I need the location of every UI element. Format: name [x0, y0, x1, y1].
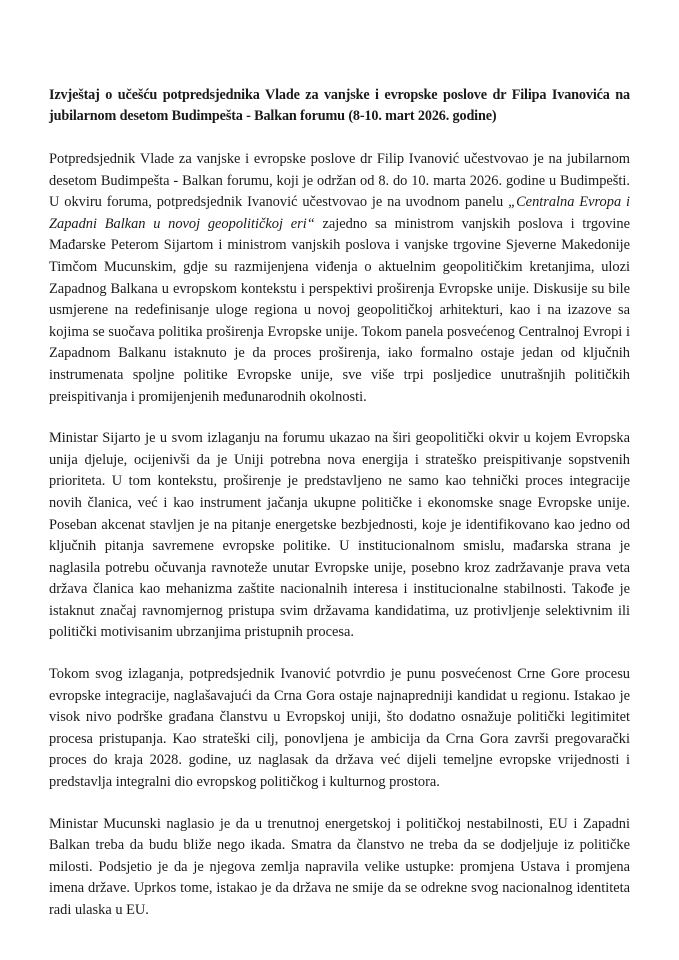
paragraph-1: [49, 149, 630, 408]
panel-title-quote: „Centralna Evropa i Zapadni Balkan u novoj geopolitičkoj eri“: [49, 194, 631, 232]
paragraph-4: Ministar Mucunski naglasio je da u trenutnoj energetskoj i političkoj nestabilnosti, EU i Zapadni Balkan treba da budu bliže nego ikada. Smatra da članstvo ne treba da se dodjeljuje iz političke milosti. Podsjetio je da je njegova zemlja napravila velike ustupke: promjena Ustava i promjena imena države. Uprkos tome, istakao je da država ne smije da se odrekne svog nacionalnog identiteta radi ulaska u EU.: [49, 815, 630, 918]
document-title: Izvještaj o učešću potpredsjednika Vlade za vanjske i evropske poslove dr Filipa Ivanovića na jubilarnom desetom Budimpešta - Balkan forumu (8-10. mart 2026. godine): [49, 87, 630, 124]
paragraph-3: Tokom svog izlaganja, potpredsjednik Ivanović potvrdio je punu posvećenost Crne Gore procesu evropske integracije, naglašavajući da Crna Gora ostaje najnapredniji kandidat u regionu. Istakao je visok nivo podrške građana članstvu u Evropskoj uniji, što dodatno osnažuje politički legitimitet procesa pristupanja. Kao strateški cilj, ponovljena je ambicija da Crna Gora završi pregovarački proces do kraja 2028. godine, uz naglasak da država već dijeli temeljne evropske vrijednosti i predstavlja integralni dio evropskog političkog i kulturnog prostora.: [49, 666, 630, 791]
paragraph-2: Ministar Sijarto je u svom izlaganju na forumu ukazao na širi geopolitički okvir u kojem Evropska unija djeluje, ocijenivši da je Uniji potrebna nova energija i strateško preispitivanje sopstvenih prioriteta. U tom kontekstu, proširenje je predstavljeno ne samo kao tehnički proces integracije novih članica, već i kao instrument jačanja ukupne političke i ekonomske snage Evropske unije. Poseban akcenat stavljen je na pitanje energetske bezbjednosti, koje je identifikovano kao jedno od ključnih pitanja savremene evropske politike. U institucionalnom smislu, mađarska strana je naglasila potrebu očuvanja ravnoteže unutar Evropske unije, posebno kroz zadržavanje prava veta država članica kao mehanizma zaštite nacionalnih interesa i institucionalne stabilnosti. Takođe je istaknut značaj ravnomjernog pristupa svim državama kandidatima, uz protivljenje selektivnim ili politički motivisanim ubrzanjima pristupnih procesa.: [49, 430, 630, 641]
paragraph-1-continuation-text: zajedno sa ministrom vanjskih poslova i trgovine Mađarske Peterom Sijartom i ministrom vanjskih poslova i vanjske trgovine Sjeverne Makedonije Timčom Mucunskim, gdje su razmijenjena viđenja o aktuelnim geopolitičkim kretanjima, ulozi Zapadnog Balkana u evropskom kontekstu i perspektivi proširenja Evropske unije. Diskusije su bile usmjerene na redefinisanje uloge regiona u novoj geopolitičkoj arhitekturi, kao i na izazove sa kojima se suočava politika proširenja Evropske unije. Tokom panela posvećenog Centralnoj Evropi i Zapadnom Balkanu istaknuto je da proces proširenja, iako formalno ostaje jedan od ključnih instrumenata spoljne politike Evropske unije, sve više trpi posljedice unutrašnjih političkih preispitivanja i promijenjenih međunarodnih okolnosti.: [49, 215, 631, 405]
paragraph-1-intro-text: Potpredsjednik Vlade za vanjske i evropske poslove dr Filip Ivanović učestvovao je na jubilarnom desetom Budimpešta - Balkan forumu, koji je održan od 8. do 10. marta 2026. godine u Budimpešti. U okviru foruma, potpredsjednik Ivanović učestvovao je na uvodnom panelu: [49, 151, 630, 211]
